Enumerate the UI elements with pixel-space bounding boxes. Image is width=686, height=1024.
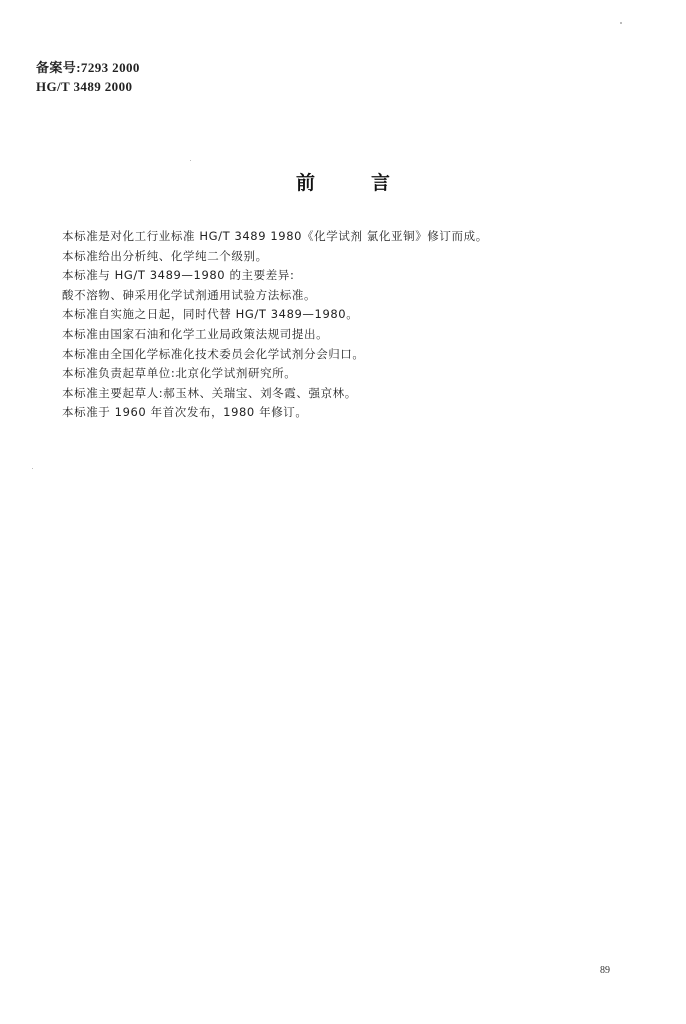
- paragraph: 本标准是对化工行业标准 HG/T 3489 1980《化学试剂 氯化亚铜》修订而成。: [62, 229, 488, 243]
- page-number: 89: [600, 965, 610, 976]
- scan-speck: [620, 22, 622, 24]
- paragraph: 本标准给出分析纯、化学纯二个级别。: [62, 248, 268, 263]
- filing-number: 备案号:7293 2000: [36, 60, 140, 75]
- paragraph: 本标准由全国化学标准化技术委员会化学试剂分会归口。: [62, 346, 365, 361]
- standard-code: HG/T 3489 2000: [36, 79, 133, 94]
- paragraph: 本标准自实施之日起，同时代替 HG/T 3489—1980。: [62, 307, 359, 322]
- paragraph: 本标准于 1960 年首次发布，1980 年修订。: [62, 405, 308, 420]
- scan-speck: [32, 468, 33, 469]
- standard-header: [36, 58, 140, 96]
- paragraph: 本标准负责起草单位:北京化学试剂研究所。: [62, 366, 297, 381]
- paragraph: 本标准由国家石油和化学工业局政策法规司提出。: [62, 326, 329, 341]
- page-title: 前言: [295, 172, 446, 194]
- paragraph: 本标准主要起草人:郝玉林、关瑞宝、刘冬霞、强京林。: [62, 385, 357, 400]
- paragraph: 酸不溶物、砷采用化学试剂通用试验方法标准。: [62, 287, 317, 302]
- foreword-body: [62, 227, 622, 423]
- scan-speck: [190, 160, 191, 161]
- paragraph: 本标准与 HG/T 3489—1980 的主要差异:: [62, 268, 295, 283]
